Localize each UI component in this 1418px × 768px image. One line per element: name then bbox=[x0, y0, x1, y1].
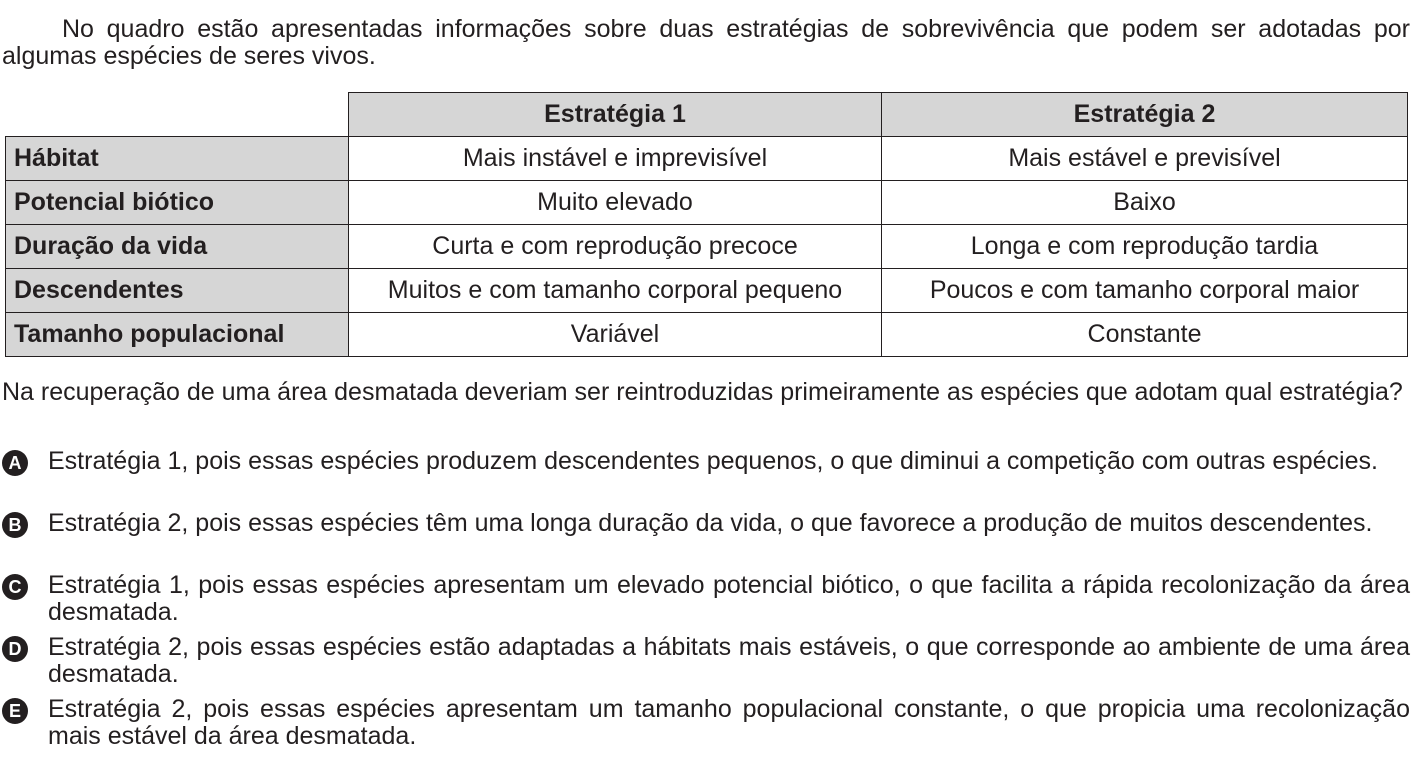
option-text: Estratégia 1, pois essas espécies produzem descendentes pequenos, o que diminui a competição com outras espécies. bbox=[48, 447, 1378, 475]
row-label-biotic-potential: Potencial biótico bbox=[6, 181, 349, 225]
cell-strategy-2: Baixo bbox=[882, 181, 1408, 225]
option-letter-badge: A bbox=[2, 450, 28, 476]
option-letter-badge: D bbox=[2, 636, 28, 662]
table-row bbox=[6, 269, 1408, 313]
table-row bbox=[6, 313, 1408, 357]
column-header-strategy-2: Estratégia 2 bbox=[882, 93, 1408, 137]
row-label-offspring: Descendentes bbox=[6, 269, 349, 313]
row-label-population-size: Tamanho populacional bbox=[6, 313, 349, 357]
cell-strategy-2: Constante bbox=[882, 313, 1408, 357]
cell-strategy-1: Variável bbox=[349, 313, 882, 357]
table-row bbox=[6, 225, 1408, 269]
cell-strategy-1: Curta e com reprodução precoce bbox=[349, 225, 882, 269]
option-text: Estratégia 2, pois essas espécies estão adaptadas a hábitats mais estáveis, o que corresponde ao ambiente de uma área desmatada. bbox=[48, 633, 1410, 688]
table-row bbox=[6, 181, 1408, 225]
cell-strategy-2: Poucos e com tamanho corporal maior bbox=[882, 269, 1408, 313]
table-header-row bbox=[6, 93, 1408, 137]
option-letter-badge: C bbox=[2, 574, 28, 600]
option-text: Estratégia 1, pois essas espécies apresentam um elevado potencial biótico, o que facilita a rápida recolonização da área desmatada. bbox=[48, 571, 1410, 626]
strategy-table bbox=[5, 92, 1408, 357]
cell-strategy-2: Mais estável e previsível bbox=[882, 137, 1408, 181]
row-label-life-span: Duração da vida bbox=[6, 225, 349, 269]
cell-strategy-1: Muito elevado bbox=[349, 181, 882, 225]
table-corner-cell bbox=[6, 93, 349, 137]
cell-strategy-2: Longa e com reprodução tardia bbox=[882, 225, 1408, 269]
option-text: Estratégia 2, pois essas espécies apresentam um tamanho populacional constante, o que propicia uma recolonização mais estável da área desmatada. bbox=[48, 695, 1410, 750]
cell-strategy-1: Muitos e com tamanho corporal pequeno bbox=[349, 269, 882, 313]
option-text: Estratégia 2, pois essas espécies têm uma longa duração da vida, o que favorece a produção de muitos descendentes. bbox=[48, 509, 1373, 537]
intro-paragraph: No quadro estão apresentadas informações sobre duas estratégias de sobrevivência que podem ser adotadas por algumas espécies de seres vivos. bbox=[2, 15, 1410, 70]
option-letter-badge: E bbox=[2, 698, 28, 724]
cell-strategy-1: Mais instável e imprevisível bbox=[349, 137, 882, 181]
option-letter-badge: B bbox=[2, 512, 28, 538]
column-header-strategy-1: Estratégia 1 bbox=[349, 93, 882, 137]
row-label-habitat: Hábitat bbox=[6, 137, 349, 181]
question-stem: Na recuperação de uma área desmatada deveriam ser reintroduzidas primeiramente as espécies que adotam qual estratégia? bbox=[2, 378, 1403, 406]
table-row bbox=[6, 137, 1408, 181]
